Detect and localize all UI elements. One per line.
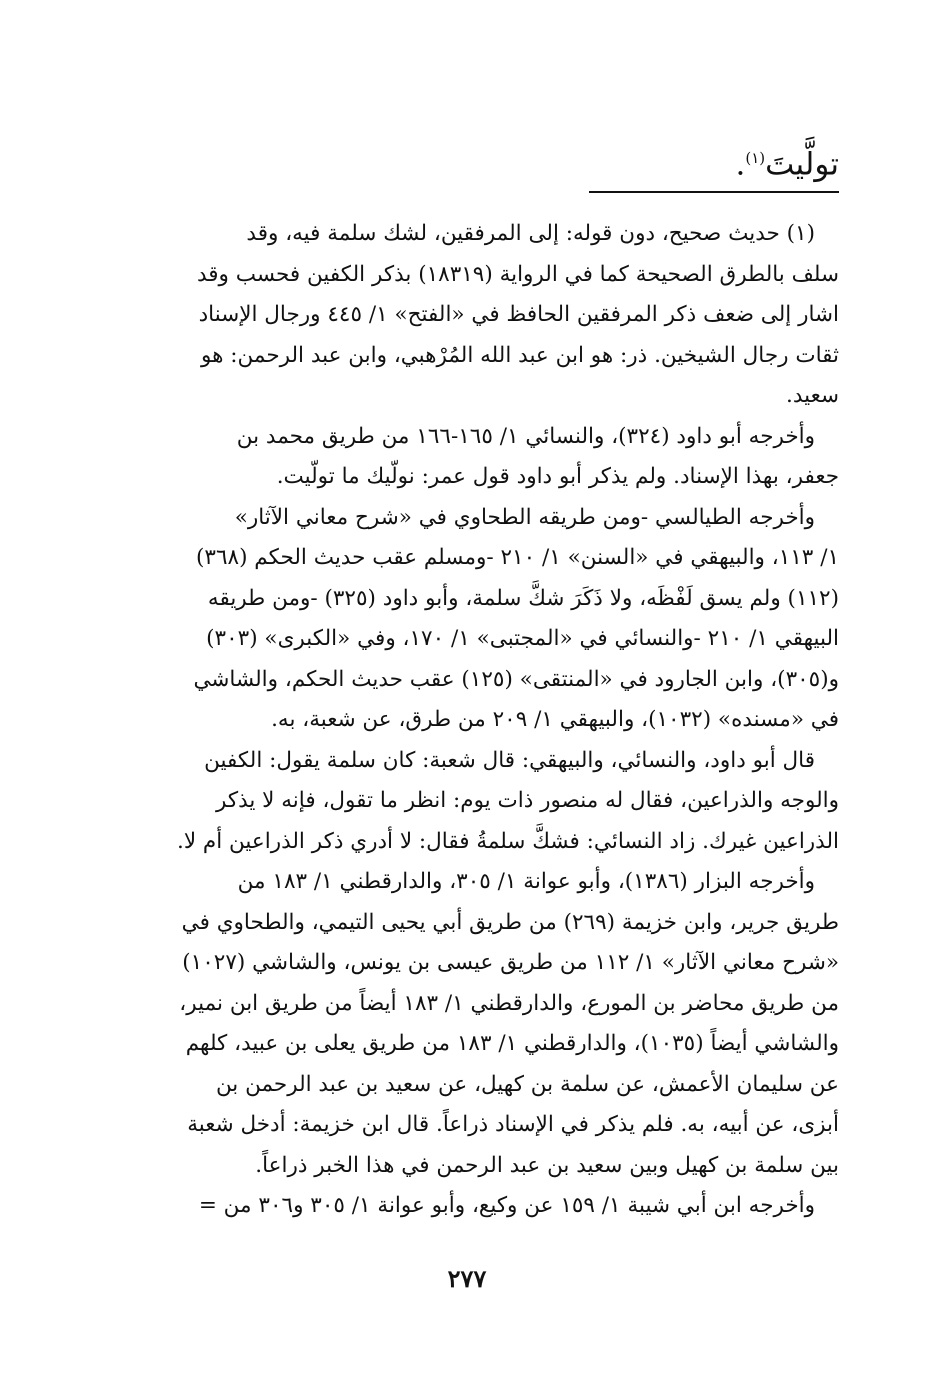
footnotes [128,214,839,1227]
footnote-paragraph-5: وأخرجه البزار (١٣٨٦)، وأبو عوانة ١/ ٣٠٥، والدارقطني ١/ ١٨٣ من طريق جرير، وابن خزيمة (٢٦٩) من طريق أبي يحيى التيمي، والطحاوي في «شرح معاني الآثار» ١/ ١١٢ من طريق عيسى بن يونس، والشاشي (١٠٢٧) من طريق محاضر بن المورع، والدارقطني ١/ ١٨٣ أيضاً من طريق ابن نمير، والشاشي أيضاً (١٠٣٥)، والدارقطني ١/ ١٨٣ من طريق يعلى بن عبيد، كلهم عن سليمان الأعمش، عن سلمة بن كهيل، عن سعيد بن عبد الرحمن بن أبزى، عن أبيه، به. فلم يذكر في الإسناد ذراعاً. قال ابن خزيمة: أدخل شعبة بين سلمة بن كهيل وبين سعيد بن عبد الرحمن في هذا الخبر ذراعاً. [179,869,839,1178]
main-text-tail: . [735,146,746,183]
footnote-paragraph-4: قال أبو داود، والنسائي، والبيهقي: قال شعبة: كان سلمة يقول: الكفين والوجه والذراعين، فقال له منصور ذات يوم: انظر ما تقول، فإنه لا يذكر الذراعين غيرك. زاد النسائي: فشكَّ سلمةُ فقال: لا أدري ذكر الذراعين أم لا. [177,747,839,854]
main-text [735,132,839,190]
main-text-body: تولَّيتَ [765,146,839,183]
footnote-separator [589,191,839,193]
footnote-paragraph-3: وأخرجه الطيالسي -ومن طريقه الطحاوي في «شرح معاني الآثار» ١/ ١١٣، والبيهقي في «السنن» ١/ ٢١٠ -ومسلم عقب حديث الحكم (٣٦٨) (١١٢) ولم يسق لَفْظَه، ولا ذَكَرَ شكَّ سلمة، وأبو داود (٣٢٥) -ومن طريقه البيهقي ١/ ٢١٠ -والنسائي في «المجتبى» ١/ ١٧٠، وفي «الكبرى» (٣٠٣) و(٣٠٥)، وابن الجارود في «المنتقى» (١٢٥) عقب حديث الحكم، والشاشي في «مسنده» (١٠٣٢)، والبيهقي ١/ ٢٠٩ من طرق، عن شعبة، به. [193,504,839,732]
page-number: ٢٧٧ [447,1264,487,1293]
footnote-paragraph-2: وأخرجه أبو داود (٣٢٤)، والنسائي ١/ ١٦٥-١٦٦ من طريق محمد بن جعفر، بهذا الإسناد. ولم يذكر أبو داود قول عمر: نولّيك ما تولّيت. [236,423,839,489]
footnote-paragraph-1: (١) حديث صحيح، دون قوله: إلى المرفقين، لشك سلمة فيه، وقد سلف بالطرق الصحيحة كما في الرواية (١٨٣١٩) بذكر الكفين فحسب وقد اشار إلى ضعف ذكر المرفقين الحافظ في «الفتح» ١/ ٤٤٥ ورجال الإسناد ثقات رجال الشيخين. ذر: هو ابن عبد الله المُرْهبي، وابن عبد الرحمن: هو سعيد. [196,221,839,408]
footnote-paragraph-6: وأخرجه ابن أبي شيبة ١/ ١٥٩ عن وكيع، وأبو عوانة ١/ ٣٠٥ و٣٠٦ من = [198,1193,815,1218]
footnote-reference: (١) [745,149,766,167]
